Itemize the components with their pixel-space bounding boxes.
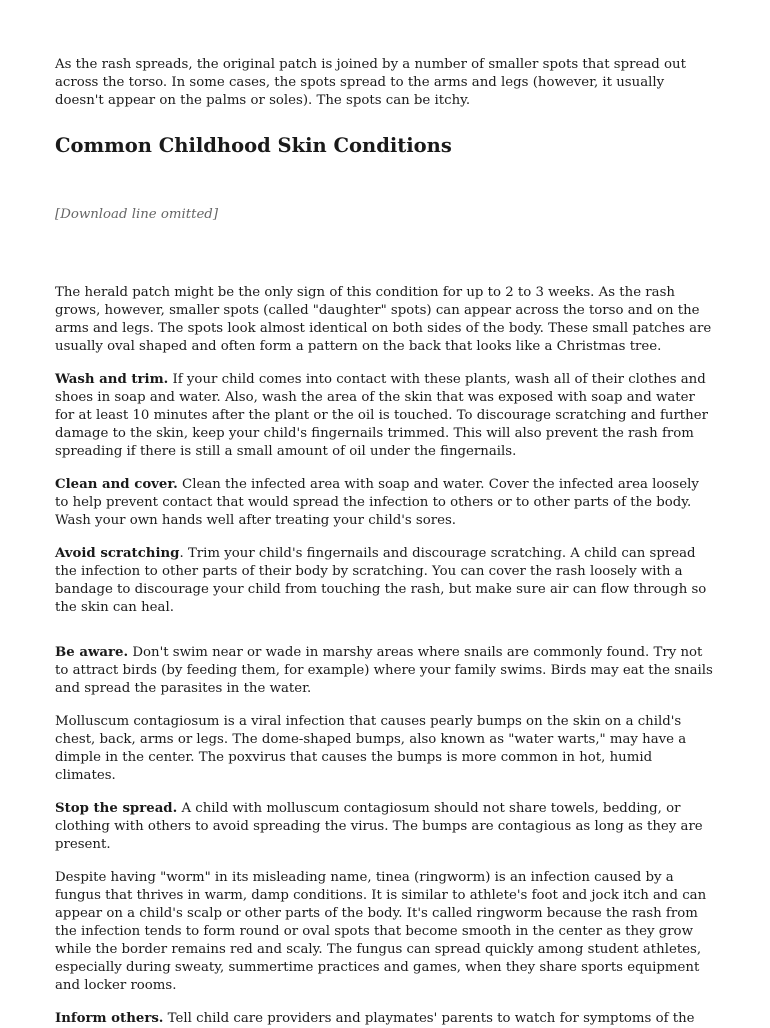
wash-paragraph bbox=[55, 371, 714, 461]
stop-label: Stop the spread. bbox=[55, 801, 178, 816]
aware-paragraph bbox=[55, 644, 714, 698]
clean-text: Clean the infected area with soap and water. Cover the infected area loosely to help prevent contact that would spread the infection to others or to other parts of the body. Wash your own hands well after treating your child's sores. bbox=[55, 477, 699, 528]
inform-paragraph bbox=[55, 1010, 714, 1028]
intro-paragraph: As the rash spreads, the original patch is joined by a number of smaller spots that spread out across the torso. In some cases, the spots spread to the arms and legs (however, it usually doesn't appear on the palms or soles). The spots can be itchy. bbox=[55, 57, 686, 108]
aware-label: Be aware. bbox=[55, 645, 129, 660]
molluscum-paragraph: Molluscum contagiosum is a viral infection that causes pearly bumps on the skin on a child's chest, back, arms or legs. The dome-shaped bumps, also known as "water warts," may have a dimple in the center. The poxvirus that causes the bumps is more common in hot, humid climates. bbox=[55, 714, 687, 783]
clean-paragraph bbox=[55, 476, 714, 530]
inform-text: Tell child care providers and playmates' parents to watch for symptoms of the bbox=[163, 1011, 695, 1026]
avoid-text: . Trim your child's fingernails and discourage scratching. A child can spread the infection to other parts of their body by scratching. You can cover the rash loosely with a bandage to discourage your child from touching the rash, but make sure air can flow through so the skin can heal. bbox=[55, 546, 707, 615]
spacer bbox=[55, 224, 714, 284]
tinea-paragraph: Despite having "worm" in its misleading name, tinea (ringworm) is an infection caused by a fungus that thrives in warm, damp conditions. It is similar to athlete's foot and jock itch and can appear on a child's scalp or other parts of the body. It's called ringworm because the rash from the infection tends to form round or oval spots that become smooth in the center as they grow while the border remains red and scaly. The fungus can spread quickly among student athletes, especially during sweaty, summertime practices and games, when they share sports equipment and locker rooms. bbox=[55, 870, 707, 993]
inform-label: Inform others. bbox=[55, 1011, 164, 1026]
avoid-paragraph bbox=[55, 545, 714, 617]
wash-label: Wash and trim. bbox=[55, 372, 169, 387]
omitted-download-line: [Download line omitted] bbox=[55, 207, 219, 222]
section-heading: Common Childhood Skin Conditions bbox=[55, 134, 452, 157]
stop-text: A child with molluscum contagiosum should not share towels, bedding, or clothing with others to avoid spreading the virus. The bumps are contagious as long as they are present. bbox=[55, 801, 703, 852]
herald-paragraph: The herald patch might be the only sign of this condition for up to 2 to 3 weeks. As the rash grows, however, smaller spots (called "daughter" spots) can appear across the torso and on the arms and legs. The spots look almost identical on both sides of the body. These small patches are usually oval shaped and often form a pattern on the back that looks like a Christmas tree. bbox=[55, 285, 712, 354]
spacer bbox=[55, 632, 714, 644]
stop-paragraph bbox=[55, 800, 714, 854]
avoid-label: Avoid scratching bbox=[55, 546, 180, 561]
clean-label: Clean and cover. bbox=[55, 477, 178, 492]
wash-text: If your child comes into contact with these plants, wash all of their clothes and shoes in soap and water. Also, wash the area of the skin that was exposed with soap and water for at least 10 minutes after the plant or the oil is touched. To discourage scratching and further damage to the skin, keep your child's fingernails trimmed. This will also prevent the rash from spreading if there is still a small amount of oil under the fingernails. bbox=[55, 372, 708, 459]
aware-text: Don't swim near or wade in marshy areas where snails are commonly found. Try not to attract birds (by feeding them, for example) where your family swims. Birds may eat the snails and spread the parasites in the water. bbox=[55, 645, 713, 696]
